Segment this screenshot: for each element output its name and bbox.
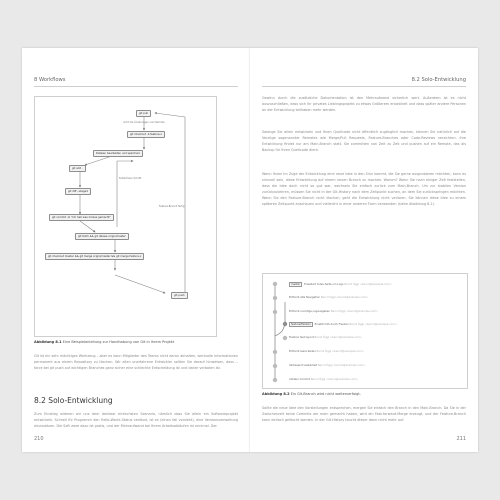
commit-message: Initialer Commit	[289, 378, 310, 381]
figure-caption	[262, 392, 466, 397]
page-number: 210	[34, 436, 44, 442]
body-paragraph: Zum Einstieg widmen wir uns dem denkbar einfachsten Szenario, nämlich dass Sie allein ein Softwareprojekt entwickeln. Schnell für Programm den Hello-World-Status verlässt, ist es (einen fall vorsieht), eine Versionsverwaltung einzusetzen. Die Soft ware dazu ist gratis, und der Mehraufwand bei Ihrem Arbeitsabläufen ist minimal. Der	[34, 412, 238, 428]
commit-author: Bernd Öggl <bernd@example.com>	[344, 283, 392, 286]
git-graph	[263, 274, 467, 388]
git-history-figure	[262, 273, 468, 389]
commit-author: Bernd Öggl <bernd@example.com>	[316, 350, 364, 353]
running-head: 8.2 Solo-Entwicklung	[411, 77, 466, 83]
node-git-diff: git diff --staged	[65, 188, 91, 195]
branch-tag: master	[291, 283, 301, 286]
commit-author: Bernd Öggl <bernd@example.com>	[317, 364, 366, 367]
node-git-commit: git commit -m "Ich hab was Cooles gemacht"	[49, 214, 114, 221]
node-git-pull: git pull	[136, 110, 151, 117]
label-feature-done: Feature-Branch fertig	[159, 205, 185, 208]
commit-dot	[273, 310, 277, 314]
workflow-figure	[34, 96, 217, 337]
commit-message: Flexbox test layout	[289, 336, 314, 339]
commit-row	[289, 310, 378, 313]
commit-dot	[283, 322, 287, 326]
commit-dot	[273, 282, 277, 286]
header-rule	[262, 86, 466, 87]
commit-message: Erweitert Index-Seite um Logo	[304, 283, 344, 286]
node-checkout-merge: git checkout master && git merge origin/master && git merge feature-x	[45, 253, 144, 260]
commit-author: Bernd Öggl <bernd@example.com>	[349, 323, 397, 326]
commit-dot	[273, 350, 277, 354]
node-edit-files: Dateien bearbeiten und speichern	[93, 150, 143, 157]
node-checkout-feature: git checkout -b feature-x	[127, 131, 165, 138]
commit-row	[289, 322, 397, 327]
body-paragraph: Sollte die neue Idee den Vorstellungen entsprechen, mergen Sie einfach den Branch in den Main-Branch. Da Sie in der Zwischenzeit keine Commits am main gemacht haben, wird ein Fast-forward-Merge erzeugt, und der Feature-Branch kann einfach gelöscht werden. In der Git-History taucht dieser dann nicht mehr auf.	[262, 406, 466, 422]
figure-caption	[34, 340, 238, 345]
commit-row	[289, 350, 364, 353]
caption-number: Abbildung 8.1	[34, 340, 62, 344]
caption-text: Eine Beispielanleitung zur Handhabung von Git in Ihrem Projekt	[62, 340, 175, 344]
body-paragraph: Solange Sie allein entwickeln und Ihren Quellcode nicht öffentlich zugänglich machen, können Sie natürlich auf die Vorzüge sogenannter Remotes wie Merge/Pull Requests, Feature-Branches oder Code-Reviews verzichten. Ihre Entwicklung findet nur am Main-Branch statt. Sie committen von Zeit zu Zeit und pushen auf ein Remote, das als Backup für Ihren Quellcode dient.	[262, 130, 466, 152]
node-git-add: git add .	[69, 165, 86, 172]
page-number: 211	[456, 436, 466, 442]
label-remote-changes: nicht die Änderungen vom Remote	[123, 121, 165, 124]
commit-message: Entfernt unnötige Logausgaben	[289, 310, 330, 313]
commit-dot	[283, 336, 287, 340]
running-head: 8 Workflows	[34, 77, 66, 83]
commit-author: Bernd Öggl <bernd@example.com>	[314, 336, 362, 339]
left-page	[22, 48, 250, 452]
commit-message: Verbessert Lesbarkeit	[289, 364, 318, 367]
commit-message: Ersetzt CSS durch Flexbox	[314, 323, 349, 326]
commit-row	[289, 364, 365, 367]
body-paragraph: Git ist ein sehr mächtiges Werkzeug – aber es kann Mitglieder des Teams nicht daran abhalten, wertvolle Informationen permanent aus einem Repository zu löschen. Wir allen unerfahrene Entwickler sollten Sie darauf hinweisen, dass --force bei git push auf wichtigen Branches ganz sicher eine schlechte Entscheidung ist und daher verboten ist.	[34, 354, 238, 370]
branch-tag: feature/flexbox	[291, 323, 311, 326]
commit-row	[289, 378, 358, 381]
right-page	[250, 48, 478, 452]
commit-author: Bernd Öggl <bernd@example.com>	[330, 310, 379, 313]
commit-message: Entfernt leere Zeilen	[289, 350, 316, 353]
caption-number: Abbildung 8.2	[262, 392, 290, 396]
commit-message: Entfernt alte Navigation	[289, 296, 321, 299]
label-error-free-step: Fehlerfreier Schritt	[119, 177, 142, 180]
commit-dot	[273, 364, 277, 368]
commit-dot	[273, 378, 277, 382]
body-paragraph: Gewinn durch die zusätzliche Dokumentation ist den Mehraufwand sicherlich wert. Außerdem ist es nicht auszuschließen, dass sich Ihr privates Lieblingsprojekt zu etwas Größerem entwickelt und dass später andere Personen an der Entwicklung teilhaben mehr werden.	[262, 96, 466, 112]
commit-author: Bernd Öggl <bernd@example.com>	[320, 296, 369, 299]
commit-row	[289, 336, 362, 339]
body-paragraph: Wenn Ihnen im Zuge der Entwicklung eine neue Idee in den Sinn kommt, die Sie gerne ausprobieren möchten, kann es sinnvoll sein, diese Entwicklung auf einem neuen Branch zu machen. Warum? Wenn Sie nach einiger Zeit feststellen, dass die Idee doch nicht so gut war, wechseln Sie einfach zurück zum Main-Branch. Um zur stabilen Version zurückzukehren, müssen Sie nicht in der Git-History nach dem Zeitpunkt suchen, an dem Sie zurückspringen möchten. Wenn Sie den Feature-Branch nicht löschen, geht die Entwicklung nicht verloren. Sie können diese Idee zu einem späteren Zeitpunkt anschauen und vielleicht in einer anderen Form verwenden (siehe Abbildung 8.2).	[262, 172, 466, 206]
commit-author: Bernd Öggl <bernd@example.com>	[310, 378, 359, 381]
caption-text: Ein Git-Branch wird nicht weiterverfolgt.	[290, 392, 361, 396]
commit-row	[289, 282, 392, 287]
section-heading: 8.2 Solo-Entwicklung	[34, 396, 113, 405]
node-git-push: git push	[171, 292, 188, 299]
commit-dot	[273, 296, 277, 300]
header-rule	[34, 86, 238, 87]
commit-row	[289, 296, 368, 299]
node-fetch-rebase: git fetch && git rebase origin/master	[75, 233, 129, 240]
